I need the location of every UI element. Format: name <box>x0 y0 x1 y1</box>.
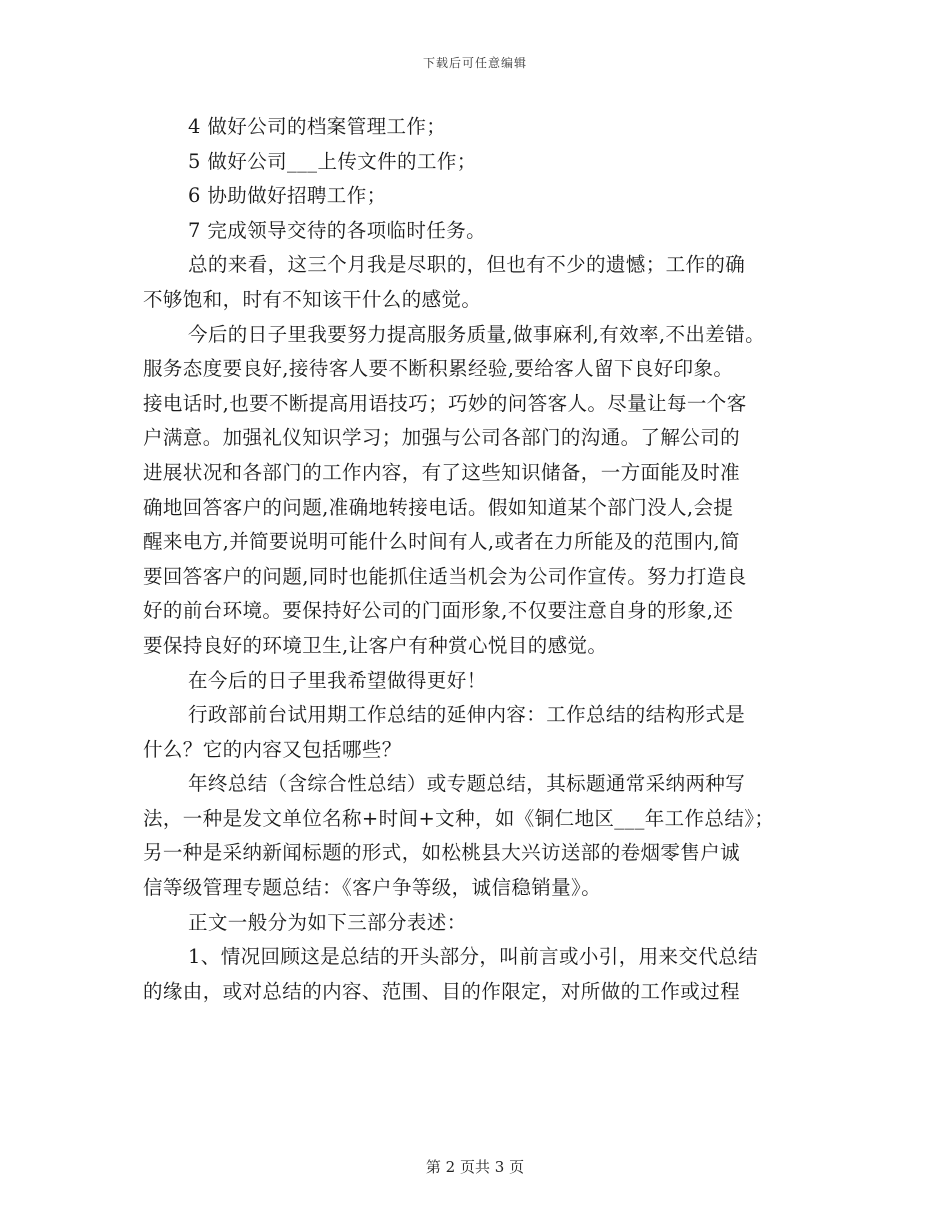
text-line: 总的来看，这三个月我是尽职的，但也有不少的遗憾；工作的确 <box>188 253 746 277</box>
text-line: 不够饱和，时有不知该干什么的感觉。 <box>143 287 482 311</box>
text-line: 接电话时,也要不断提高用语技巧；巧妙的问答客人。尽量让每一个客 <box>143 391 747 415</box>
text-line: 醒来电方,并简要说明可能什么时间有人,或者在力所能及的范围内,简 <box>143 530 740 554</box>
text-line: 要保持良好的环境卫生,让客户有种赏心悦目的感觉。 <box>143 633 608 657</box>
text-line: 信等级管理专题总结：《客户争等级，诚信稳销量》。 <box>143 876 602 900</box>
page-header: 下载后可任意编辑 <box>422 56 527 70</box>
text-line: 另一种是采纳新闻标题的形式，如松桃县大兴访送部的卷烟零售户诚 <box>143 841 741 865</box>
text-line: 1、情况回顾这是总结的开头部分，叫前言或小引，用来交代总结 <box>188 945 759 969</box>
text-line: 户满意。加强礼仪知识学习；加强与公司各部门的沟通。了解公司的 <box>143 426 741 450</box>
text-line: 正文一般分为如下三部分表述： <box>188 910 467 934</box>
text-line: 在今后的日子里我希望做得更好！ <box>188 668 487 692</box>
text-line: 要回答客户的问题,同时也能抓住适当机会为公司作宣传。努力打造良 <box>143 564 747 588</box>
page-footer: 第 2 页共 3 页 <box>425 1158 525 1176</box>
text-line: 确地回答客户的问题,准确地转接电话。假如知道某个部门没人,会提 <box>143 495 734 519</box>
text-line: 法，一种是发文单位名称+时间+文种，如《铜仁地区___年工作总结》； <box>143 806 775 830</box>
text-line: 6 协助做好招聘工作； <box>188 184 387 208</box>
text-line: 今后的日子里我要努力提高服务质量,做事麻利,有效率,不出差错。 <box>188 322 765 346</box>
text-line: 5 做好公司___上传文件的工作； <box>188 149 477 173</box>
text-line: 7 完成领导交待的各项临时任务。 <box>188 218 487 242</box>
text-line: 好的前台环境。要保持好公司的门面形象,不仅要注意自身的形象,还 <box>143 599 734 623</box>
document-body <box>143 110 811 1009</box>
text-line: 年终总结（含综合性总结）或专题总结，其标题通常采纳两种写 <box>188 772 746 796</box>
text-line: 什么？它的内容又包括哪些？ <box>143 737 402 761</box>
text-line: 4 做好公司的档案管理工作； <box>188 115 447 138</box>
text-line: 的缘由，或对总结的内容、范围、目的作限定，对所做的工作或过程 <box>143 979 741 1003</box>
text-line: 服务态度要良好,接待客人要不断积累经验,要给客人留下良好印象。 <box>143 357 734 381</box>
text-line: 进展状况和各部门的工作内容，有了这些知识储备，一方面能及时准 <box>143 460 741 484</box>
text-line: 行政部前台试用期工作总结的延伸内容：工作总结的结构形式是 <box>188 703 746 727</box>
